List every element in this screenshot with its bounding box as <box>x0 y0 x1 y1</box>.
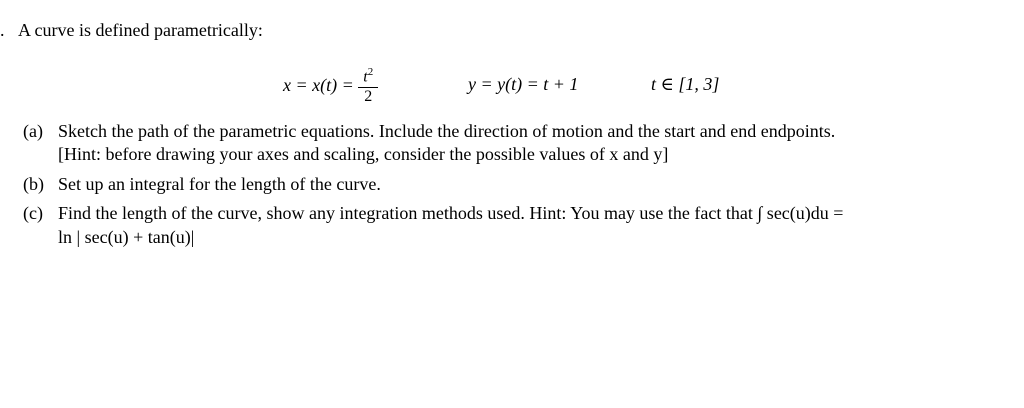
part-c-line1: Find the length of the curve, show any integration methods used. Hint: You may use the fact that ∫ sec(u)du = <box>58 203 844 223</box>
part-c-label: (c) <box>23 203 43 223</box>
part-a-label: (a) <box>23 121 43 141</box>
part-a-line2: [Hint: before drawing your axes and scaling, consider the possible values of x and y] <box>58 144 669 164</box>
x-equation <box>283 65 378 108</box>
problem-intro: A curve is defined parametrically: <box>18 20 263 40</box>
problem-number-marker: . <box>0 20 5 40</box>
part-c-line2: ln | sec(u) + tan(u)| <box>58 227 195 247</box>
part-b-line1: Set up an integral for the length of the curve. <box>58 174 381 194</box>
x-equation-fraction: $\frac{t^2}{2}$ <box>358 63 378 106</box>
part-a-line1: Sketch the path of the parametric equations. Include the direction of motion and the start and end endpoints. <box>58 121 836 141</box>
part-b-label: (b) <box>23 174 44 194</box>
y-equation: y = y(t) = t + 1 <box>468 74 579 94</box>
t-range: t ∈ [1, 3] <box>651 74 720 94</box>
x-equation-lhs: x = x(t) = <box>283 74 354 95</box>
